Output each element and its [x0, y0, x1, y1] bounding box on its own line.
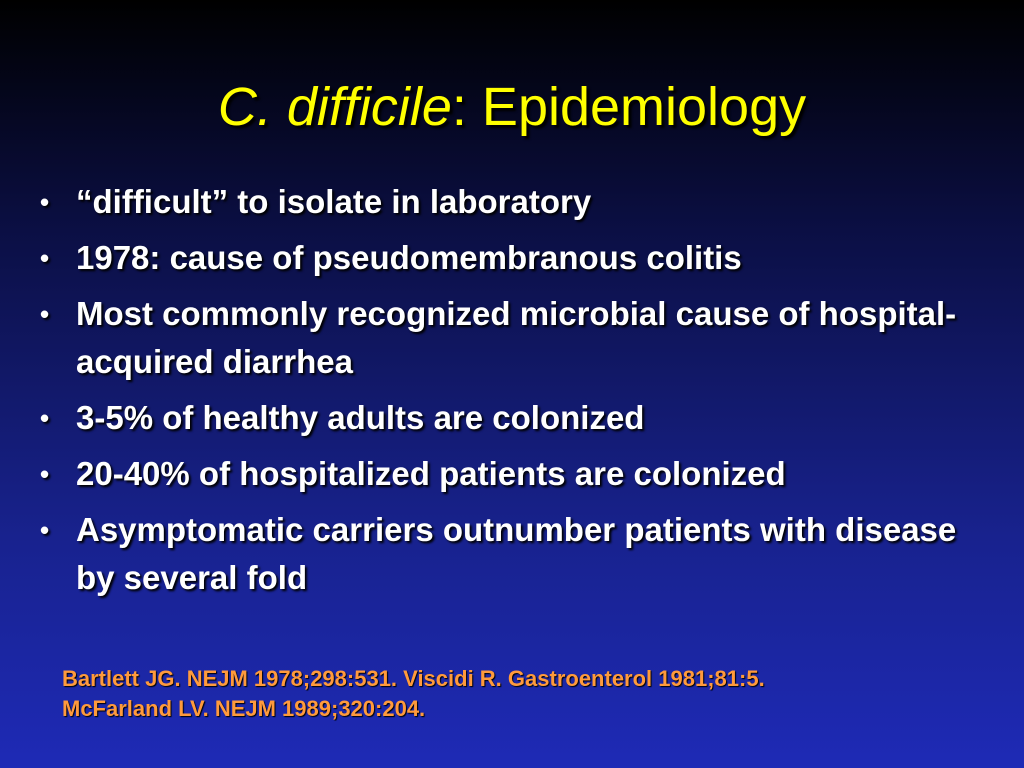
slide-title	[0, 78, 1024, 137]
reference-line: Bartlett JG. NEJM 1978;298:531. Viscidi R. Gastroenterol 1981;81:5.	[62, 666, 765, 691]
bullet-text: 20-40% of hospitalized patients are colonized	[76, 455, 786, 492]
bullet-item	[40, 290, 1000, 386]
references	[62, 664, 962, 724]
bullet-text: 1978: cause of pseudomembranous colitis	[76, 239, 742, 276]
reference-line: McFarland LV. NEJM 1989;320:204.	[62, 696, 426, 721]
bullet-item	[40, 394, 1000, 442]
bullet-item	[40, 178, 1000, 226]
bullet-icon: •	[40, 403, 50, 433]
bullet-text: Most commonly recognized microbial cause of hospital-acquired diarrhea	[76, 295, 957, 380]
bullet-text: 3-5% of healthy adults are colonized	[76, 399, 645, 436]
bullet-icon: •	[40, 515, 50, 545]
bullet-list	[40, 178, 1000, 610]
title-topic: : Epidemiology	[451, 77, 807, 137]
bullet-icon: •	[40, 243, 50, 273]
bullet-icon: •	[40, 459, 50, 489]
bullet-text: Asymptomatic carriers outnumber patients with disease by several fold	[76, 511, 957, 596]
bullet-item	[40, 506, 1000, 602]
bullet-icon: •	[40, 299, 50, 329]
bullet-text: “difficult” to isolate in laboratory	[76, 183, 592, 220]
title-organism: C. difficile	[217, 77, 452, 137]
bullet-icon: •	[40, 187, 50, 217]
bullet-item	[40, 450, 1000, 498]
bullet-item	[40, 234, 1000, 282]
